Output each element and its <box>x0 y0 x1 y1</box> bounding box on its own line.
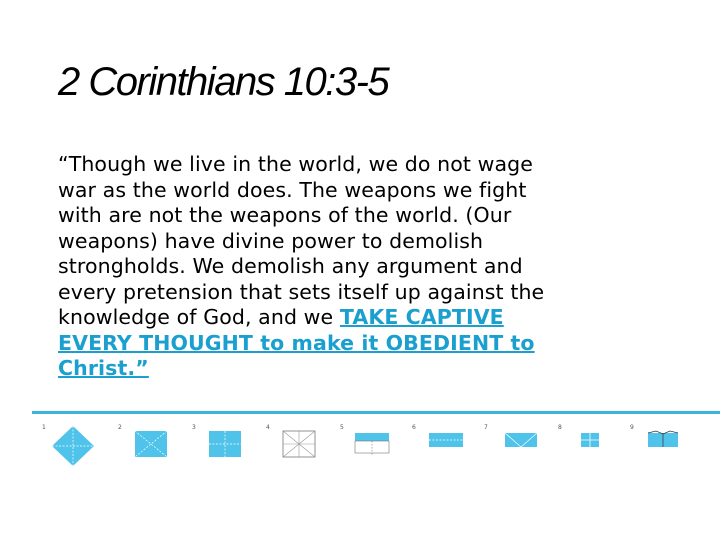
diamond-fold-icon <box>50 424 96 468</box>
step-number: 2 <box>118 424 122 431</box>
step-number: 6 <box>412 424 416 431</box>
square-crease-icon <box>282 430 316 458</box>
step-number: 4 <box>266 424 270 431</box>
scripture-quote <box>58 152 658 382</box>
rectangle-fold-icon <box>428 432 464 450</box>
highlighted-phrase: EVERY THOUGHT to make it OBEDIENT to <box>58 330 535 355</box>
quote-line <box>58 280 658 306</box>
quote-text: strongholds. We demolish any argument and <box>58 254 523 278</box>
quote-text: knowledge of God, and we <box>58 305 340 329</box>
quote-text: every pretension that sets itself up against the <box>58 279 545 304</box>
rectangle-fold-icon <box>354 432 390 456</box>
divider-line <box>32 411 720 414</box>
quote-text: weapons) have divine power to demolish <box>58 228 484 253</box>
slide-title: 2 Corinthians 10:3-5 <box>58 60 389 104</box>
quote-text: “Though we live in the world, we do not wage <box>58 152 533 176</box>
square-fold-icon <box>134 430 168 458</box>
quote-line <box>58 152 658 178</box>
step-number: 8 <box>558 424 562 431</box>
quote-line <box>58 203 658 229</box>
quote-line <box>58 305 658 331</box>
book-shape-icon <box>646 430 680 450</box>
quote-text: war as the world does. The weapons we fight <box>58 177 527 202</box>
quote-line <box>58 178 658 204</box>
quote-line <box>58 254 658 280</box>
small-square-fold-icon <box>580 432 600 448</box>
square-fold-icon <box>208 430 242 458</box>
step-number: 3 <box>192 424 196 431</box>
step-number: 5 <box>340 424 344 431</box>
step-number: 1 <box>42 424 46 431</box>
step-number: 9 <box>630 424 634 431</box>
rectangle-fold-icon <box>504 432 538 450</box>
highlighted-phrase: TAKE CAPTIVE <box>339 305 504 329</box>
highlighted-phrase: Christ.” <box>58 356 149 380</box>
folding-steps-strip <box>30 418 690 468</box>
quote-text: with are not the weapons of the world. (Our <box>58 203 512 227</box>
quote-line <box>58 356 658 382</box>
quote-line <box>58 229 658 255</box>
quote-line <box>58 331 658 357</box>
step-number: 7 <box>484 424 488 431</box>
